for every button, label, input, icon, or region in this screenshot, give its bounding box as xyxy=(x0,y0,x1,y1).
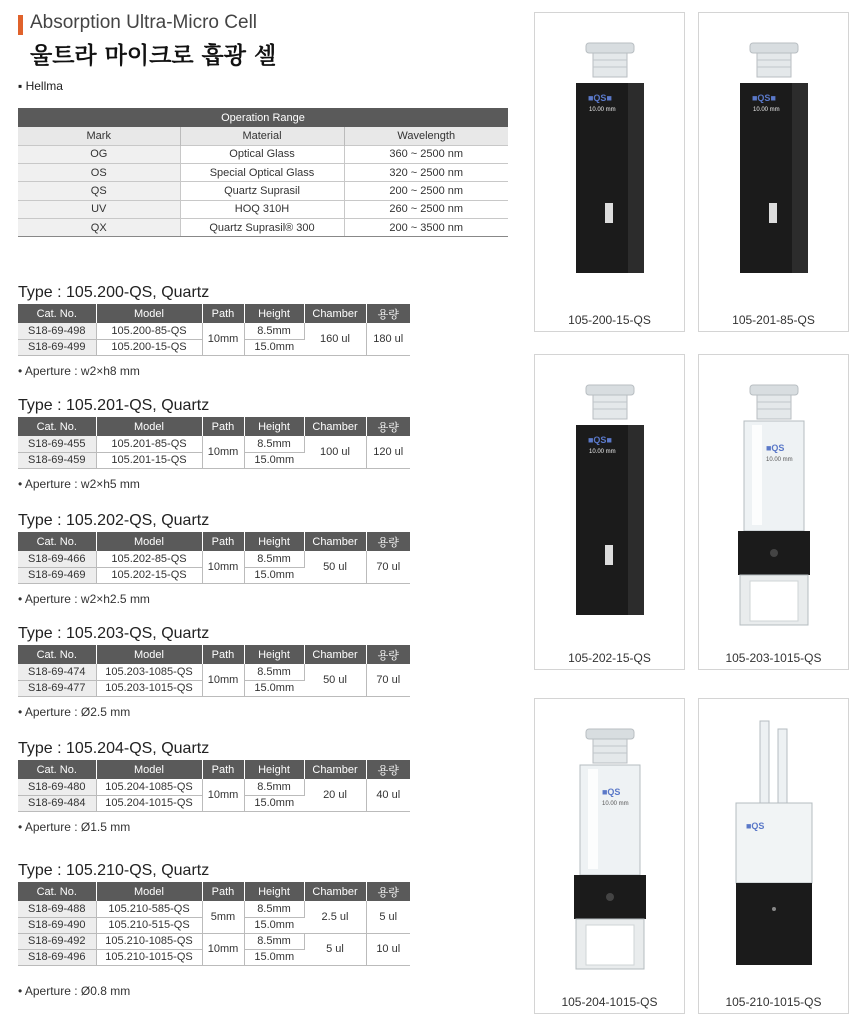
aperture-note: • Aperture : Ø0.8 mm xyxy=(18,984,131,998)
col-header: Model xyxy=(96,645,202,664)
cat-no: S18-69-496 xyxy=(18,949,96,965)
col-header: Chamber xyxy=(304,304,366,323)
model: 105.210-515-QS xyxy=(96,917,202,933)
mark-cell: OG xyxy=(18,145,180,163)
cat-no: S18-69-480 xyxy=(18,779,96,795)
product-card xyxy=(698,12,849,332)
col-header: Wavelength xyxy=(344,127,508,145)
type-title: Type : 105.200-QS, Quartz xyxy=(18,284,210,301)
table-row xyxy=(18,933,410,949)
model: 105.201-85-QS xyxy=(96,436,202,452)
col-header: Height xyxy=(244,645,304,664)
stopper-icon xyxy=(750,43,798,77)
chamber: 100 ul xyxy=(304,436,366,468)
material-cell: Quartz Suprasil xyxy=(180,182,344,200)
height: 15.0mm xyxy=(244,949,304,965)
height: 8.5mm xyxy=(244,933,304,949)
type-title: Type : 105.202-QS, Quartz xyxy=(18,512,210,529)
height: 15.0mm xyxy=(244,917,304,933)
material-cell: HOQ 310H xyxy=(180,200,344,218)
cat-no: S18-69-466 xyxy=(18,551,96,567)
cat-no: S18-69-490 xyxy=(18,917,96,933)
col-header: 용량 xyxy=(366,760,410,779)
col-header: Model xyxy=(96,882,202,901)
cat-no: S18-69-492 xyxy=(18,933,96,949)
wavelength-cell: 200 ~ 3500 nm xyxy=(344,219,508,237)
type-title: Type : 105.203-QS, Quartz xyxy=(18,625,210,642)
col-header: Height xyxy=(244,417,304,436)
col-header: Cat. No. xyxy=(18,882,96,901)
operation-range-title: Operation Range xyxy=(18,108,508,127)
product-label: 105-203-1015-QS xyxy=(725,651,822,665)
col-header: Model xyxy=(96,760,202,779)
product-card xyxy=(534,354,685,670)
model: 105.210-585-QS xyxy=(96,901,202,917)
col-header: Cat. No. xyxy=(18,645,96,664)
cat-no: S18-69-484 xyxy=(18,795,96,811)
chamber: 2.5 ul xyxy=(304,901,366,933)
chamber: 50 ul xyxy=(304,664,366,696)
product-card xyxy=(698,698,849,1014)
path: 10mm xyxy=(202,664,244,696)
type-title: Type : 105.204-QS, Quartz xyxy=(18,740,210,757)
material-cell: Optical Glass xyxy=(180,145,344,163)
col-header: Model xyxy=(96,532,202,551)
col-header: Path xyxy=(202,417,244,436)
col-header: Path xyxy=(202,760,244,779)
aperture-note: • Aperture : w2×h2.5 mm xyxy=(18,592,150,606)
operation-range-table xyxy=(18,108,508,237)
cat-no: S18-69-499 xyxy=(18,339,96,355)
svg-text:■QS: ■QS xyxy=(766,443,785,453)
title-accent-bar xyxy=(18,15,23,35)
col-header: Height xyxy=(244,760,304,779)
mark-cell: OS xyxy=(18,163,180,181)
svg-text:10.00 mm: 10.00 mm xyxy=(589,449,616,455)
col-header: Path xyxy=(202,304,244,323)
mark-cell: QS xyxy=(18,182,180,200)
material-cell: Quartz Suprasil® 300 xyxy=(180,219,344,237)
product-label: 105-200-15-QS xyxy=(568,313,651,327)
col-header: 용량 xyxy=(366,645,410,664)
cat-no: S18-69-498 xyxy=(18,323,96,339)
chamber: 160 ul xyxy=(304,323,366,355)
volume: 120 ul xyxy=(366,436,410,468)
svg-text:10.00 mm: 10.00 mm xyxy=(589,107,616,113)
col-header: Height xyxy=(244,882,304,901)
path: 5mm xyxy=(202,901,244,933)
page-title-ko: 울트라 마이크로 흡광 셀 xyxy=(30,43,277,69)
cat-no: S18-69-469 xyxy=(18,567,96,583)
height: 8.5mm xyxy=(244,436,304,452)
product-label: 105-204-1015-QS xyxy=(561,995,658,1009)
chamber: 5 ul xyxy=(304,933,366,965)
col-header: Model xyxy=(96,417,202,436)
svg-text:10.00 mm: 10.00 mm xyxy=(753,107,780,113)
path: 10mm xyxy=(202,551,244,583)
table-row xyxy=(18,145,508,163)
col-header: Height xyxy=(244,304,304,323)
table-row xyxy=(18,436,410,452)
col-header: Chamber xyxy=(304,882,366,901)
col-header: Mark xyxy=(18,127,180,145)
spec-table xyxy=(18,304,410,356)
model: 105.203-1085-QS xyxy=(96,664,202,680)
product-card xyxy=(698,354,849,670)
wavelength-cell: 260 ~ 2500 nm xyxy=(344,200,508,218)
product-label: 105-202-15-QS xyxy=(568,651,651,665)
col-header: Path xyxy=(202,532,244,551)
stopper-icon xyxy=(586,385,634,419)
stopper-icon xyxy=(750,385,798,419)
table-row xyxy=(18,551,410,567)
aperture-note: • Aperture : Ø1.5 mm xyxy=(18,820,131,834)
wavelength-cell: 320 ~ 2500 nm xyxy=(344,163,508,181)
page-title-en: Absorption Ultra-Micro Cell xyxy=(30,12,258,33)
model: 105.202-15-QS xyxy=(96,567,202,583)
table-row xyxy=(18,664,410,680)
spec-table xyxy=(18,760,410,812)
height: 15.0mm xyxy=(244,339,304,355)
height: 8.5mm xyxy=(244,779,304,795)
table-row xyxy=(18,779,410,795)
model: 105.202-85-QS xyxy=(96,551,202,567)
col-header: Chamber xyxy=(304,532,366,551)
table-row xyxy=(18,182,508,200)
height: 8.5mm xyxy=(244,323,304,339)
svg-text:■QS■: ■QS■ xyxy=(752,93,776,103)
aperture-note: • Aperture : w2×h5 mm xyxy=(18,477,140,491)
cat-no: S18-69-474 xyxy=(18,664,96,680)
table-row xyxy=(18,200,508,218)
col-header: Height xyxy=(244,532,304,551)
table-row xyxy=(18,163,508,181)
volume: 10 ul xyxy=(366,933,410,965)
svg-text:10.00 mm: 10.00 mm xyxy=(602,801,629,807)
model: 105.210-1015-QS xyxy=(96,949,202,965)
product-label: 105-210-1015-QS xyxy=(725,995,822,1009)
col-header: Cat. No. xyxy=(18,532,96,551)
stopper-icon xyxy=(586,729,634,763)
svg-text:■QS■: ■QS■ xyxy=(588,93,612,103)
col-header: Path xyxy=(202,882,244,901)
col-header: Cat. No. xyxy=(18,304,96,323)
model: 105.200-15-QS xyxy=(96,339,202,355)
height: 8.5mm xyxy=(244,551,304,567)
spec-table xyxy=(18,532,410,584)
path: 10mm xyxy=(202,779,244,811)
model: 105.210-1085-QS xyxy=(96,933,202,949)
model: 105.203-1015-QS xyxy=(96,680,202,696)
mark-cell: UV xyxy=(18,200,180,218)
col-header: 용량 xyxy=(366,304,410,323)
col-header: 용량 xyxy=(366,417,410,436)
svg-text:10.00 mm: 10.00 mm xyxy=(766,457,793,463)
height: 8.5mm xyxy=(244,664,304,680)
spec-table xyxy=(18,645,410,697)
height: 8.5mm xyxy=(244,901,304,917)
aperture-note: • Aperture : Ø2.5 mm xyxy=(18,705,131,719)
path: 10mm xyxy=(202,933,244,965)
spec-table xyxy=(18,882,410,966)
volume: 180 ul xyxy=(366,323,410,355)
wavelength-cell: 200 ~ 2500 nm xyxy=(344,182,508,200)
type-title: Type : 105.210-QS, Quartz xyxy=(18,862,210,879)
stopper-icon xyxy=(586,43,634,77)
model: 105.204-1085-QS xyxy=(96,779,202,795)
col-header: Cat. No. xyxy=(18,417,96,436)
svg-text:■QS: ■QS xyxy=(602,787,621,797)
col-header: Chamber xyxy=(304,760,366,779)
aperture-note: • Aperture : w2×h8 mm xyxy=(18,364,140,378)
volume: 40 ul xyxy=(366,779,410,811)
chamber: 50 ul xyxy=(304,551,366,583)
col-header: Chamber xyxy=(304,645,366,664)
spec-table xyxy=(18,417,410,469)
cat-no: S18-69-477 xyxy=(18,680,96,696)
mark-cell: QX xyxy=(18,219,180,237)
product-label: 105-201-85-QS xyxy=(732,313,815,327)
path: 10mm xyxy=(202,323,244,355)
col-header: Material xyxy=(180,127,344,145)
table-row xyxy=(18,901,410,917)
col-header: Path xyxy=(202,645,244,664)
height: 15.0mm xyxy=(244,680,304,696)
model: 105.200-85-QS xyxy=(96,323,202,339)
type-title: Type : 105.201-QS, Quartz xyxy=(18,397,210,414)
col-header: 용량 xyxy=(366,532,410,551)
cat-no: S18-69-455 xyxy=(18,436,96,452)
height: 15.0mm xyxy=(244,567,304,583)
table-row xyxy=(18,323,410,339)
height: 15.0mm xyxy=(244,452,304,468)
svg-text:■QS■: ■QS■ xyxy=(588,435,612,445)
wavelength-cell: 360 ~ 2500 nm xyxy=(344,145,508,163)
product-card xyxy=(534,12,685,332)
path: 10mm xyxy=(202,436,244,468)
material-cell: Special Optical Glass xyxy=(180,163,344,181)
volume: 70 ul xyxy=(366,551,410,583)
col-header: Model xyxy=(96,304,202,323)
model: 105.204-1015-QS xyxy=(96,795,202,811)
volume: 5 ul xyxy=(366,901,410,933)
model: 105.201-15-QS xyxy=(96,452,202,468)
product-card xyxy=(534,698,685,1014)
volume: 70 ul xyxy=(366,664,410,696)
cat-no: S18-69-459 xyxy=(18,452,96,468)
svg-text:■QS: ■QS xyxy=(746,821,765,831)
col-header: 용량 xyxy=(366,882,410,901)
cat-no: S18-69-488 xyxy=(18,901,96,917)
chamber: 20 ul xyxy=(304,779,366,811)
col-header: Chamber xyxy=(304,417,366,436)
height: 15.0mm xyxy=(244,795,304,811)
brand-label: ▪ Hellma xyxy=(18,79,63,93)
col-header: Cat. No. xyxy=(18,760,96,779)
table-row xyxy=(18,219,508,237)
